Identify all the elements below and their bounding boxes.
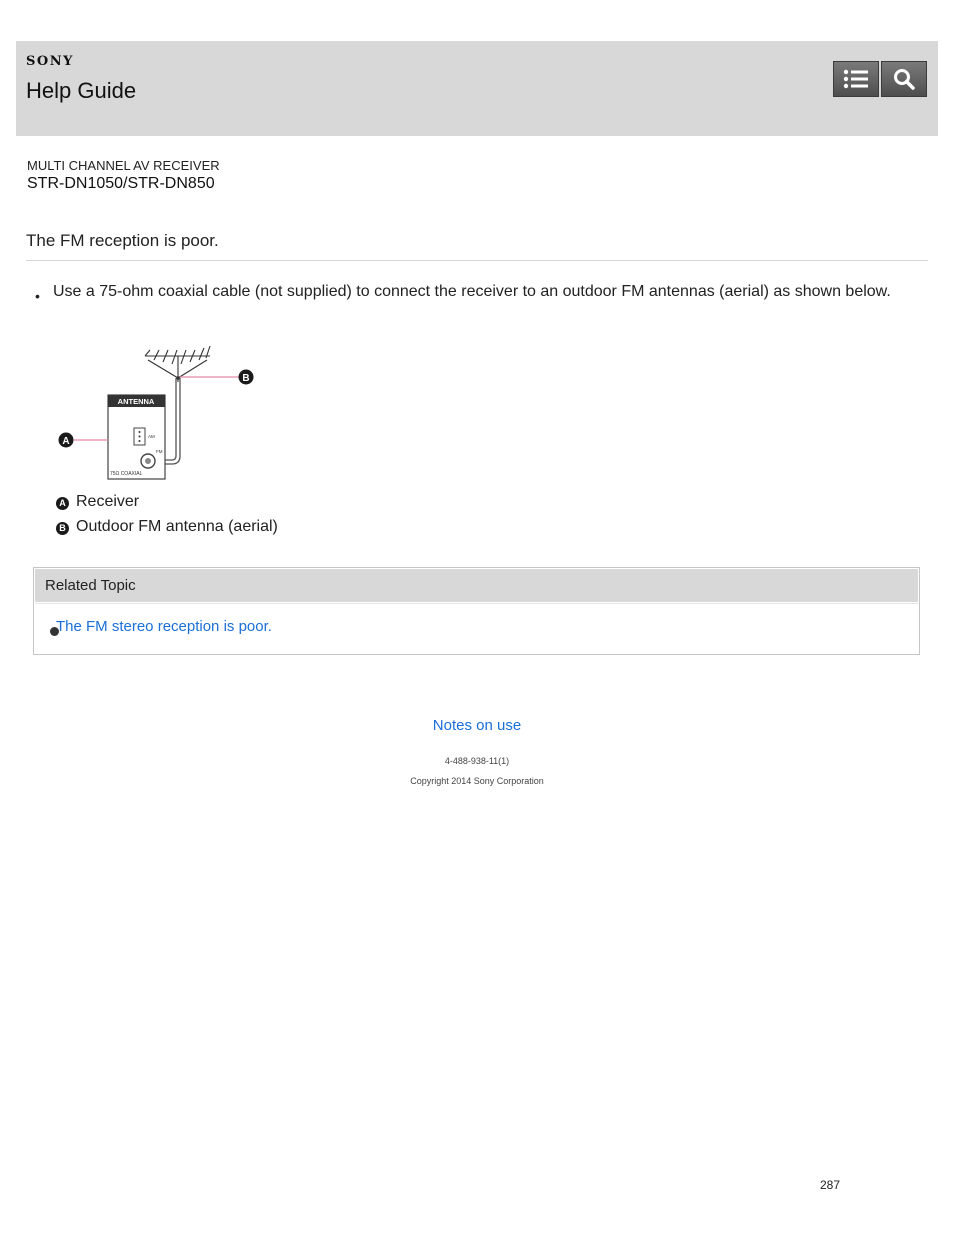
product-model: STR-DN1050/STR-DN850 <box>27 175 215 192</box>
toc-button[interactable] <box>833 61 879 97</box>
search-button[interactable] <box>881 61 927 97</box>
instruction-text: Use a 75-ohm coaxial cable (not supplied) to connect the receiver to an outdoor FM antennas (aerial) as shown below. <box>53 283 891 300</box>
svg-text:ANTENNA: ANTENNA <box>117 397 155 406</box>
copyright-text: Copyright 2014 Sony Corporation <box>410 776 544 786</box>
svg-text:FM: FM <box>156 449 163 454</box>
sony-logo: SONY <box>26 54 74 69</box>
legend-label: Outdoor FM antenna (aerial) <box>76 518 278 535</box>
related-topic-box <box>33 567 920 655</box>
page-title: The FM reception is poor. <box>26 231 219 250</box>
product-category: MULTI CHANNEL AV RECEIVER <box>27 158 220 173</box>
search-icon <box>892 67 916 91</box>
antenna-connection-diagram <box>55 338 265 486</box>
list-icon <box>843 68 869 90</box>
header-bar <box>16 41 938 136</box>
related-topic-heading: Related Topic <box>35 569 918 602</box>
legend-label: Receiver <box>76 493 140 510</box>
related-link-fm-stereo[interactable]: The FM stereo reception is poor. <box>56 618 272 635</box>
legend-item-receiver <box>56 493 139 511</box>
legend-item-antenna <box>56 518 278 536</box>
badge-a-icon: A <box>56 497 69 510</box>
divider <box>26 260 928 261</box>
callout-b: B <box>242 373 250 384</box>
receiver-antenna-panel <box>108 395 165 479</box>
divider <box>35 603 918 604</box>
callout-a: A <box>62 436 70 447</box>
bullet-marker: • <box>35 288 40 304</box>
svg-text:75Ω COAXIAL: 75Ω COAXIAL <box>110 471 143 477</box>
notes-on-use-link[interactable]: Notes on use <box>432 717 522 734</box>
page-number: 287 <box>820 1178 841 1192</box>
help-guide-title: Help Guide <box>26 78 137 103</box>
document-number: 4-488-938-11(1) <box>444 756 510 766</box>
badge-b-icon: B <box>56 522 69 535</box>
svg-text:AM: AM <box>148 434 155 439</box>
